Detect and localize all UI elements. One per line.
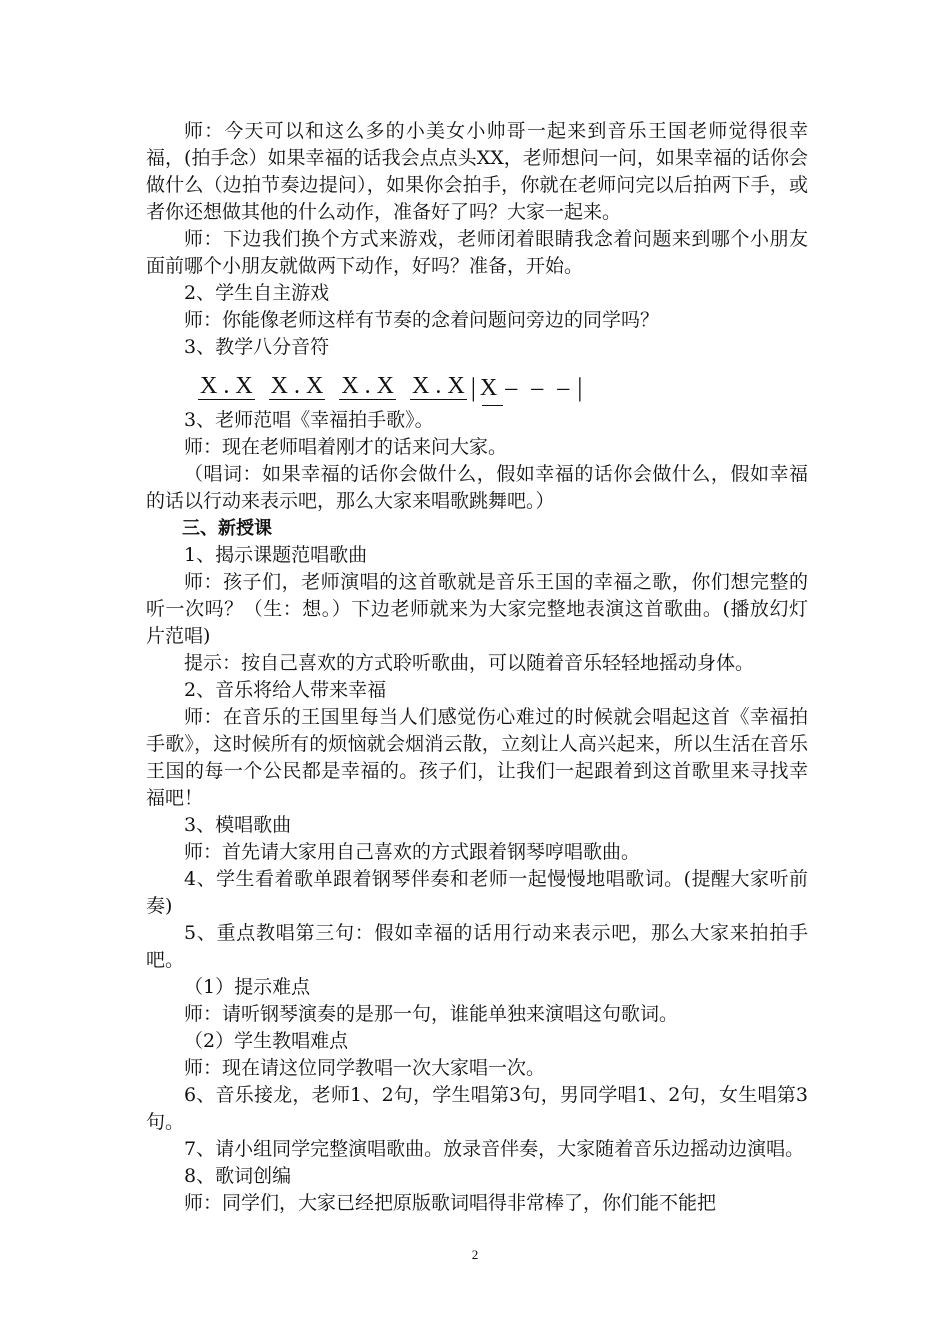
- paragraph: 3、教学八分音符: [184, 336, 330, 358]
- paragraph: 师：在音乐的王国里每当人们感觉伤心难过的时候就会唱起这首《幸福拍手歌》，这时候所有的烦恼就会烟消云散，立刻让人高兴起来，所以生活在音乐王国的每一个公民都是幸福的。孩子们，让我们一起跟着到这首歌里来寻找幸福吧！: [146, 706, 808, 809]
- paragraph: 2、音乐将给人带来幸福: [184, 679, 387, 701]
- paragraph: 提示：按自己喜欢的方式聆听歌曲，可以随着音乐轻轻地摇动身体。: [184, 652, 755, 674]
- paragraph: 师：孩子们，老师演唱的这首歌就是音乐王国的幸福之歌，你们想完整的听一次吗？（生：想。）下边老师就来为大家完整地表演这首歌曲。(播放幻灯片范唱): [146, 571, 808, 647]
- paragraph: 师：请听钢琴演奏的是那一句，谁能单独来演唱这句歌词。: [184, 1003, 679, 1025]
- paragraph: 5、重点教唱第三句：假如幸福的话用行动来表示吧，那么大家来拍拍手吧。: [146, 922, 808, 971]
- paragraph: （唱词：如果幸福的话你会做什么，假如幸福的话你会做什么，假如幸福的话以行动来表示吧，那么大家来唱歌跳舞吧。）: [146, 463, 808, 512]
- section-heading: 三、新授课: [182, 518, 272, 539]
- paragraph: 1、揭示课题范唱歌曲: [184, 544, 368, 566]
- paragraph: 3、模唱歌曲: [184, 814, 292, 836]
- page-number: 2: [471, 1247, 479, 1262]
- paragraph: 师：今天可以和这么多的小美女小帅哥一起来到音乐王国老师觉得很幸福，(拍手念）如果幸福的话我会点点头XX，老师想问一问，如果幸福的话你会做什么（边拍节奏边提问），如果你会拍手，你就在老师问完以后拍两下手，或者你还想做其他的什么动作，准备好了吗？大家一起来。: [146, 120, 808, 223]
- paragraph: 7、请小组同学完整演唱歌曲。放录音伴奏，大家随着音乐边摇动边演唱。: [184, 1138, 805, 1160]
- long-note: X: [479, 375, 498, 401]
- paragraph: 4、学生看着歌单跟着钢琴伴奏和老师一起慢慢地唱歌词。(提醒大家听前奏): [146, 868, 808, 917]
- paragraph: 3、老师范唱《幸福拍手歌》。: [184, 409, 434, 431]
- paragraph: （1）提示难点: [184, 976, 311, 998]
- rhythm-beat: X . X: [341, 373, 395, 399]
- bar-line: |: [470, 373, 476, 402]
- paragraph: 师：同学们，大家已经把原版歌词唱得非常棒了，你们能不能把: [184, 1192, 717, 1214]
- end-bar-line: |: [577, 373, 583, 402]
- paragraph: 师：下边我们换个方式来游戏，老师闭着眼睛我念着问题来到哪个小朋友面前哪个小朋友就做两下动作，好吗？准备，开始。: [146, 228, 808, 277]
- note-dashes: – – –: [505, 375, 574, 401]
- rhythm-beat: X . X: [200, 373, 253, 399]
- paragraph: 2、学生自主游戏: [184, 282, 330, 304]
- paragraph: 师：首先请大家用自己喜欢的方式跟着钢琴哼唱歌曲。: [184, 841, 641, 863]
- rhythm-beat: X . X: [412, 373, 465, 399]
- rhythm-beat: X . X: [270, 373, 324, 399]
- paragraph: 6、音乐接龙，老师1、2句，学生唱第3句，男同学唱1、2句，女生唱第3句。: [146, 1084, 808, 1133]
- document-body: [146, 118, 808, 1217]
- paragraph: 师：你能像老师这样有节奏的念着问题问旁边的同学吗？: [184, 309, 660, 331]
- paragraph: 师：现在老师唱着刚才的话来问大家。: [184, 436, 508, 458]
- paragraph: （2）学生教唱难点: [184, 1030, 349, 1052]
- paragraph: 师：现在请这位同学教唱一次大家唱一次。: [184, 1057, 546, 1079]
- paragraph: 8、歌词创编: [184, 1165, 292, 1187]
- rhythm-notation: [198, 373, 808, 407]
